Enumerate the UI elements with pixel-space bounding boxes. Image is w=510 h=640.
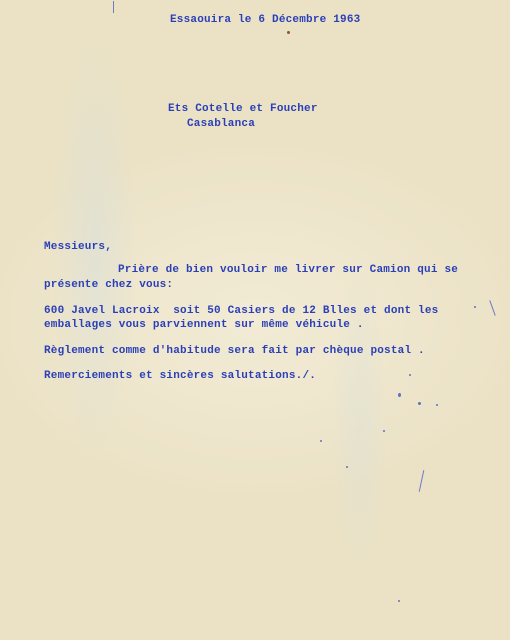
ink-speck	[409, 374, 411, 376]
ink-speck	[436, 404, 438, 406]
body-paragraph-4: Remerciements et sincères salutations./.	[44, 370, 317, 382]
ink-mark	[489, 300, 495, 315]
body-paragraph-2-line-1: 600 Javel Lacroix soit 50 Casiers de 12 Blles et dont les	[44, 305, 439, 317]
ink-speck	[320, 440, 322, 442]
body-paragraph-3: Règlement comme d'habitude sera fait par chèque postal .	[44, 345, 425, 357]
ink-speck	[474, 306, 476, 308]
ink-speck	[383, 430, 385, 432]
ink-mark	[113, 1, 114, 13]
body-paragraph-2-line-2: emballages vous parviennent sur même véhicule .	[44, 319, 364, 331]
body-paragraph-1-line-1: Prière de bien vouloir me livrer sur Camion qui se	[118, 264, 459, 276]
recipient-company: Ets Cotelle et Foucher	[168, 103, 318, 115]
ink-speck	[398, 393, 401, 397]
ink-speck	[418, 402, 421, 405]
recipient-city: Casablanca	[187, 118, 256, 130]
ink-speck	[398, 600, 400, 602]
ink-mark	[419, 470, 425, 492]
body-paragraph-1-line-2: présente chez vous:	[44, 279, 174, 291]
salutation: Messieurs,	[44, 241, 113, 253]
paper-stain	[287, 31, 290, 34]
ink-speck	[346, 466, 348, 468]
date-line: Essaouira le 6 Décembre 1963	[170, 14, 361, 26]
